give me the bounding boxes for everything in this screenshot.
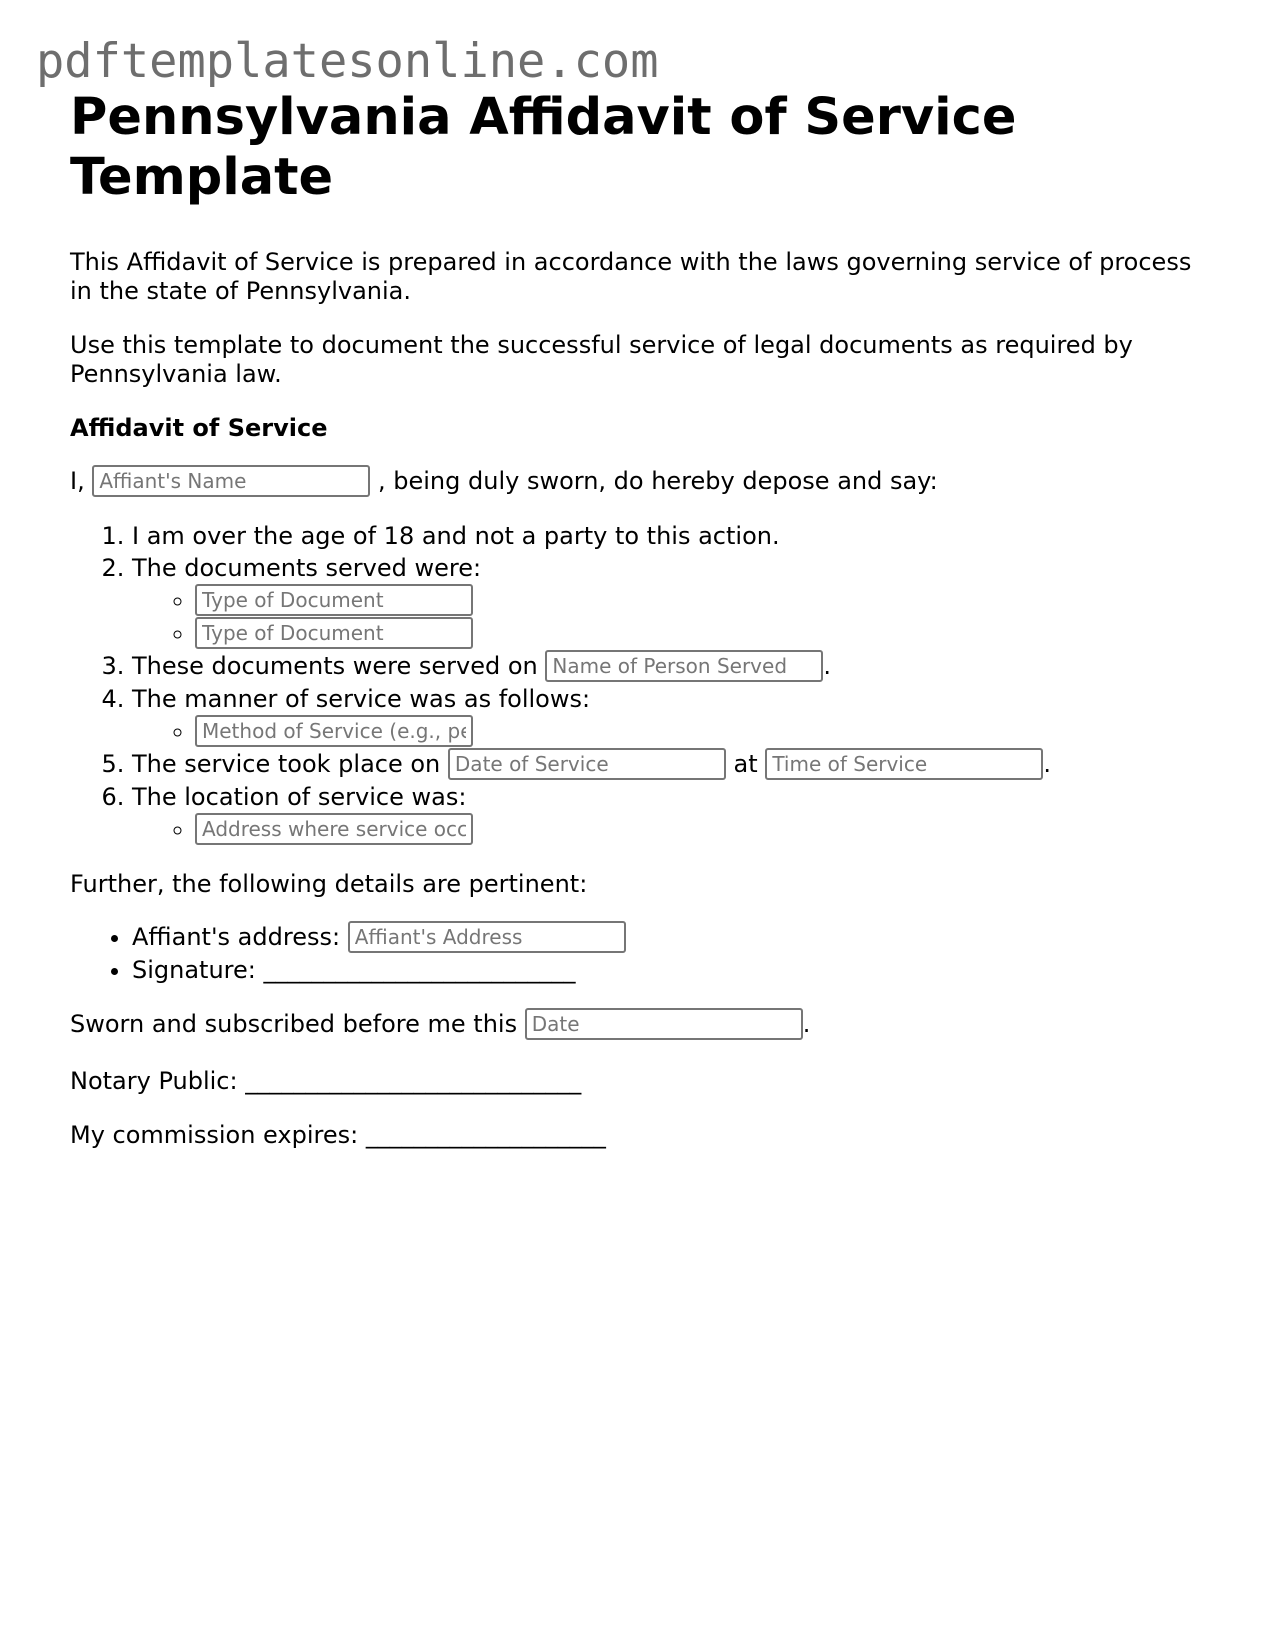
notary-line: Notary Public: ____________________________ (70, 1067, 582, 1095)
further-details-text: Further, the following details are pertinent: (70, 870, 588, 898)
statement-location (132, 781, 1210, 846)
signature-item (132, 954, 1210, 986)
statement-manner (132, 683, 1210, 748)
signature-line: Signature: __________________________ (132, 956, 576, 984)
document-body (70, 88, 1210, 1151)
intro-paragraph-1: This Affidavit of Service is prepared in accordance with the laws governing service of process in the state of Pennsylvania. (70, 248, 1192, 305)
affiant-address-label: Affiant's address: (132, 923, 341, 951)
document-type-input-2[interactable] (195, 617, 473, 649)
statement-served-on-label: These documents were served on (132, 652, 538, 680)
statement-served-on (132, 650, 1210, 683)
affidavit-statements (70, 520, 1210, 846)
time-of-service-input[interactable] (765, 748, 1043, 780)
statement-took-place-label: The service took place on (132, 750, 441, 778)
document-item (195, 617, 1210, 650)
page-title: Pennsylvania Affidavit of Service Template (70, 88, 1017, 207)
period: . (802, 1010, 811, 1038)
section-heading: Affidavit of Service (70, 414, 328, 442)
sworn-date-input[interactable] (525, 1008, 803, 1040)
location-item (195, 813, 1210, 846)
period: . (1043, 750, 1051, 778)
statement-age-text: I am over the age of 18 and not a party to this action. (132, 522, 780, 550)
statement-age (132, 520, 1210, 552)
commission-line: My commission expires: ____________________ (70, 1121, 606, 1149)
statement-location-label: The location of service was: (132, 783, 467, 811)
document-item (195, 584, 1210, 617)
person-served-input[interactable] (545, 650, 823, 682)
oath-suffix: , being duly sworn, do hereby depose and say: (378, 467, 938, 495)
service-address-input[interactable] (195, 813, 473, 845)
details-list (70, 921, 1210, 986)
manner-list (132, 715, 1210, 748)
period: . (823, 652, 832, 680)
watermark: pdftemplatesonline.com (36, 34, 659, 89)
documents-list (132, 584, 1210, 650)
affiant-address-input[interactable] (348, 921, 626, 953)
oath-line (70, 465, 1210, 498)
affiant-name-input[interactable] (92, 465, 370, 497)
method-of-service-input[interactable] (195, 715, 473, 747)
location-list (132, 813, 1210, 846)
intro-paragraph-2: Use this template to document the successful service of legal documents as required by Pennsylvania law. (70, 331, 1133, 388)
at-label: at (733, 750, 758, 778)
sworn-label: Sworn and subscribed before me this (70, 1010, 518, 1038)
statement-manner-label: The manner of service was as follows: (132, 685, 591, 713)
document-type-input-1[interactable] (195, 584, 473, 616)
affiant-address-item (132, 921, 1210, 954)
date-of-service-input[interactable] (448, 748, 726, 780)
statement-documents (132, 552, 1210, 650)
oath-prefix: I, (70, 467, 85, 495)
statement-took-place (132, 748, 1210, 781)
statement-documents-label: The documents served were: (132, 554, 482, 582)
sworn-line (70, 1008, 1210, 1041)
manner-item (195, 715, 1210, 748)
